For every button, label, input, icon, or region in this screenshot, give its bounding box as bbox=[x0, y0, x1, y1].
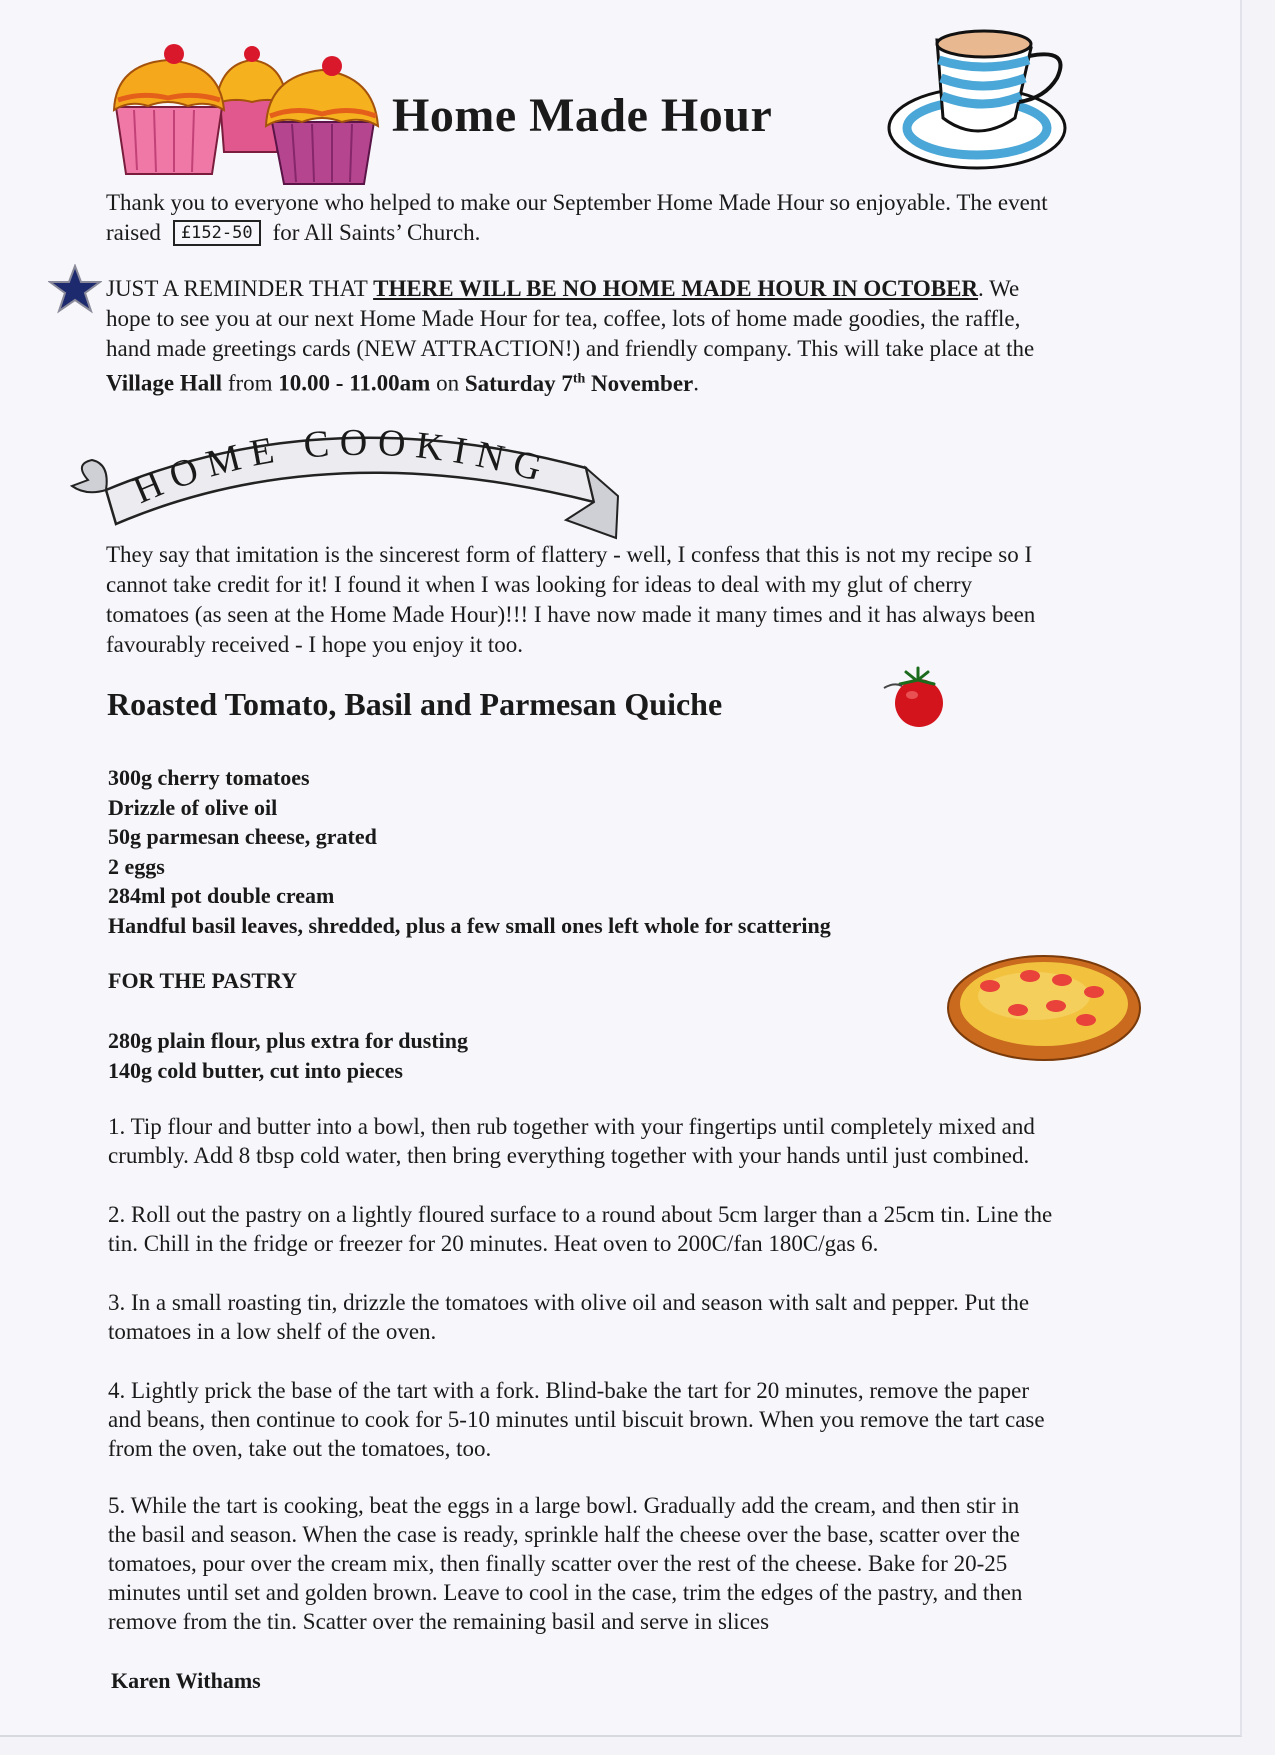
church-label: for All Saints’ Church. bbox=[272, 220, 481, 245]
ingredient-item: 50g parmesan cheese, grated bbox=[108, 824, 377, 849]
reminder-line: hand made greetings cards (NEW ATTRACTION!) and friendly company. This will take place at the bbox=[106, 336, 1035, 361]
method-step-5 bbox=[108, 1491, 1158, 1636]
method-step-1 bbox=[108, 1112, 1158, 1170]
event-day: Saturday 7 bbox=[464, 370, 573, 396]
step-line: 2. Roll out the pastry on a lightly floured surface to a round about 5cm larger than a 25cm tin. Line the bbox=[108, 1202, 1053, 1227]
reminder-on: on bbox=[430, 370, 465, 396]
day-suffix: th bbox=[572, 371, 586, 386]
step-line: crumbly. Add 8 tbsp cold water, then bring everything together with your hands until just combined. bbox=[108, 1143, 1030, 1168]
reminder-line bbox=[106, 274, 1146, 304]
thanks-line: Thank you to everyone who helped to make our September Home Made Hour so enjoyable. The event bbox=[106, 190, 1048, 215]
event-time: 10.00 - 11.00am bbox=[278, 370, 431, 396]
ingredient-item: Drizzle of olive oil bbox=[108, 794, 278, 820]
step-line: 5. While the tart is cooking, beat the eggs in a large bowl. Gradually add the cream, and then stir in bbox=[108, 1493, 1020, 1518]
raised-label: raised bbox=[106, 220, 161, 245]
reminder-from: from bbox=[222, 370, 279, 396]
method-step-2 bbox=[108, 1200, 1158, 1258]
event-date bbox=[465, 371, 693, 396]
ingredient-item: 2 eggs bbox=[108, 853, 165, 879]
reminder-line: hope to see you at our next Home Made Hour for tea, coffee, lots of home made goodies, the raffle, bbox=[106, 306, 1021, 331]
thanks-line bbox=[106, 218, 1146, 248]
reminder-paragraph bbox=[106, 274, 1146, 399]
banner-text-path: HOME COOKING bbox=[127, 421, 556, 513]
step-line: 4. Lightly prick the base of the tart with a fork. Blind-bake the tart for 20 minutes, remove the paper bbox=[108, 1378, 1029, 1403]
tomato-illustration bbox=[880, 666, 946, 730]
method-step-3 bbox=[108, 1288, 1158, 1346]
step-line: 1. Tip flour and butter into a bowl, then rub together with your fingertips until completely mixed and bbox=[108, 1114, 1035, 1139]
page-title: Home Made Hour bbox=[392, 89, 773, 142]
reminder-after: . We bbox=[978, 276, 1020, 301]
step-line: remove from the tin. Scatter over the remaining basil and serve in slices bbox=[108, 1609, 770, 1634]
intro-paragraph bbox=[106, 540, 1146, 660]
teacup-illustration bbox=[885, 26, 1080, 178]
step-line: tomatoes, pour over the cream mix, then finally scatter over the rest of the cheese. Bake for 20-25 bbox=[108, 1551, 1008, 1576]
recipe-title: Roasted Tomato, Basil and Parmesan Quiche bbox=[107, 686, 723, 722]
step-line: minutes until set and golden brown. Leave to cool in the case, trim the edges of the pastry, and then bbox=[108, 1580, 1023, 1605]
home-cooking-banner bbox=[66, 420, 626, 545]
ingredient-item: Handful basil leaves, shredded, plus a few small ones left whole for scattering bbox=[108, 912, 831, 938]
author-name: Karen Withams bbox=[111, 1668, 261, 1693]
intro-line: cannot take credit for it! I found it when I was looking for ideas to deal with my glut of cherry bbox=[106, 572, 973, 597]
amount-raised: £152-50 bbox=[173, 220, 261, 246]
step-line: the basil and season. When the case is ready, sprinkle half the cheese over the base, scatter over the bbox=[108, 1522, 1020, 1547]
step-line: and beans, then continue to cook for 5-10 minutes until biscuit brown. When you remove the tart case bbox=[108, 1407, 1045, 1432]
step-line: from the oven, take out the tomatoes, too. bbox=[108, 1436, 492, 1461]
intro-line: They say that imitation is the sincerest form of flattery - well, I confess that this is not my recipe so I bbox=[106, 542, 1033, 567]
ingredient-item: 284ml pot double cream bbox=[108, 883, 335, 908]
intro-line: tomatoes (as seen at the Home Made Hour)!!! I have now made it many times and it has always been bbox=[106, 602, 1036, 627]
ingredients-list bbox=[108, 763, 831, 940]
ingredient-item: 280g plain flour, plus extra for dusting bbox=[108, 1028, 469, 1053]
ingredient-item: 140g cold butter, cut into pieces bbox=[108, 1057, 403, 1083]
quiche-illustration bbox=[944, 950, 1148, 1072]
reminder-line bbox=[106, 364, 1146, 399]
step-line: 3. In a small roasting tin, drizzle the tomatoes with olive oil and season with salt and pepper. Put the bbox=[108, 1290, 1030, 1315]
intro-line: favourably received - I hope you enjoy it too. bbox=[106, 632, 524, 657]
pastry-ingredients bbox=[108, 1026, 468, 1085]
ingredient-item: 300g cherry tomatoes bbox=[108, 765, 310, 790]
method-step-4 bbox=[108, 1376, 1158, 1463]
venue: Village Hall bbox=[106, 370, 223, 396]
event-month: November bbox=[585, 370, 694, 396]
thanks-paragraph bbox=[106, 188, 1146, 248]
step-line: tin. Chill in the fridge or freezer for 20 minutes. Heat oven to 200C/fan 180C/gas 6. bbox=[108, 1231, 879, 1256]
reminder-lead: JUST A REMINDER THAT bbox=[106, 276, 374, 301]
star-icon bbox=[48, 264, 102, 314]
reminder-end: . bbox=[693, 370, 699, 396]
cupcakes-illustration bbox=[112, 42, 382, 187]
reminder-emphasis: THERE WILL BE NO HOME MADE HOUR IN OCTOBER bbox=[373, 276, 979, 301]
step-line: tomatoes in a low shelf of the oven. bbox=[108, 1319, 437, 1344]
pastry-heading: FOR THE PASTRY bbox=[108, 968, 298, 993]
